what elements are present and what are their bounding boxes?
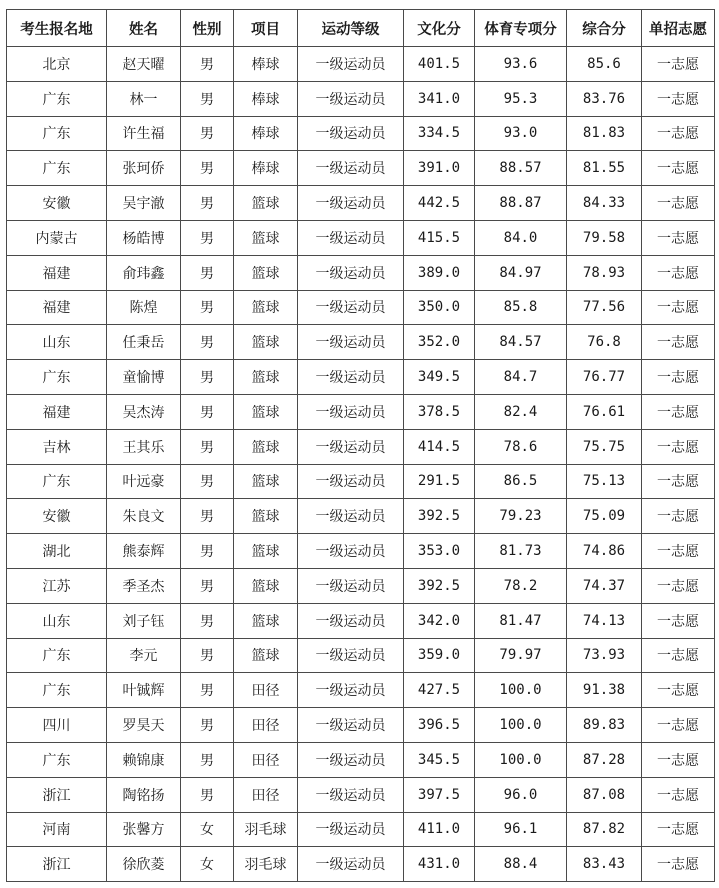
name-cell: 王其乐 (107, 429, 181, 464)
total-score-cell: 89.83 (567, 708, 642, 743)
preference-cell: 一志愿 (642, 325, 715, 360)
athlete-level-cell: 一级运动员 (298, 394, 404, 429)
total-score-cell: 87.82 (567, 812, 642, 847)
athlete-level-cell: 一级运动员 (298, 464, 404, 499)
table-row (7, 464, 715, 499)
region-cell: 福建 (7, 290, 107, 325)
name-cell: 熊泰辉 (107, 534, 181, 569)
region-cell: 广东 (7, 638, 107, 673)
table-row (7, 603, 715, 638)
gender-cell: 男 (181, 290, 234, 325)
region-cell: 广东 (7, 151, 107, 186)
table-body (7, 47, 715, 882)
name-cell: 刘子钰 (107, 603, 181, 638)
athlete-level-cell: 一级运动员 (298, 290, 404, 325)
name-cell: 张珂侨 (107, 151, 181, 186)
academic-score-cell: 411.0 (404, 812, 475, 847)
admissions-table (6, 9, 715, 882)
athlete-level-cell: 一级运动员 (298, 568, 404, 603)
name-cell: 俞玮鑫 (107, 255, 181, 290)
academic-score-cell: 414.5 (404, 429, 475, 464)
gender-cell: 男 (181, 673, 234, 708)
total-score-cell: 75.09 (567, 499, 642, 534)
sport-cell: 羽毛球 (234, 847, 298, 882)
total-score-cell: 78.93 (567, 255, 642, 290)
total-score-cell: 76.8 (567, 325, 642, 360)
preference-cell: 一志愿 (642, 812, 715, 847)
gender-cell: 男 (181, 220, 234, 255)
region-cell: 浙江 (7, 847, 107, 882)
academic-score-cell: 392.5 (404, 568, 475, 603)
table-row (7, 777, 715, 812)
region-cell: 广东 (7, 673, 107, 708)
sport-score-cell: 93.0 (475, 116, 567, 151)
table-row (7, 429, 715, 464)
sport-score-cell: 84.97 (475, 255, 567, 290)
preference-cell: 一志愿 (642, 220, 715, 255)
athlete-level-cell: 一级运动员 (298, 847, 404, 882)
total-score-cell: 77.56 (567, 290, 642, 325)
academic-score-cell: 350.0 (404, 290, 475, 325)
sport-score-cell: 85.8 (475, 290, 567, 325)
sport-cell: 田径 (234, 742, 298, 777)
name-cell: 童愉博 (107, 360, 181, 395)
column-header-region: 考生报名地 (7, 10, 107, 47)
total-score-cell: 75.75 (567, 429, 642, 464)
academic-score-cell: 442.5 (404, 186, 475, 221)
gender-cell: 男 (181, 429, 234, 464)
academic-score-cell: 334.5 (404, 116, 475, 151)
athlete-level-cell: 一级运动员 (298, 777, 404, 812)
column-header-academic-score: 文化分 (404, 10, 475, 47)
sport-cell: 篮球 (234, 360, 298, 395)
gender-cell: 男 (181, 394, 234, 429)
academic-score-cell: 341.0 (404, 81, 475, 116)
table-row (7, 638, 715, 673)
region-cell: 湖北 (7, 534, 107, 569)
gender-cell: 男 (181, 47, 234, 82)
gender-cell: 男 (181, 603, 234, 638)
total-score-cell: 79.58 (567, 220, 642, 255)
sport-score-cell: 100.0 (475, 673, 567, 708)
name-cell: 季圣杰 (107, 568, 181, 603)
table-row (7, 47, 715, 82)
sport-score-cell: 78.6 (475, 429, 567, 464)
column-header-preference: 单招志愿 (642, 10, 715, 47)
gender-cell: 男 (181, 742, 234, 777)
preference-cell: 一志愿 (642, 568, 715, 603)
name-cell: 吴宇澈 (107, 186, 181, 221)
table-row (7, 255, 715, 290)
sport-score-cell: 84.0 (475, 220, 567, 255)
region-cell: 安徽 (7, 499, 107, 534)
academic-score-cell: 431.0 (404, 847, 475, 882)
sport-score-cell: 79.97 (475, 638, 567, 673)
total-score-cell: 73.93 (567, 638, 642, 673)
academic-score-cell: 397.5 (404, 777, 475, 812)
sport-cell: 篮球 (234, 499, 298, 534)
gender-cell: 男 (181, 186, 234, 221)
sport-cell: 田径 (234, 777, 298, 812)
table-row (7, 81, 715, 116)
region-cell: 山东 (7, 603, 107, 638)
athlete-level-cell: 一级运动员 (298, 708, 404, 743)
region-cell: 广东 (7, 360, 107, 395)
name-cell: 陶铭扬 (107, 777, 181, 812)
sport-score-cell: 82.4 (475, 394, 567, 429)
gender-cell: 男 (181, 499, 234, 534)
athlete-level-cell: 一级运动员 (298, 186, 404, 221)
athlete-level-cell: 一级运动员 (298, 429, 404, 464)
name-cell: 许生福 (107, 116, 181, 151)
preference-cell: 一志愿 (642, 777, 715, 812)
total-score-cell: 83.76 (567, 81, 642, 116)
name-cell: 任秉岳 (107, 325, 181, 360)
academic-score-cell: 349.5 (404, 360, 475, 395)
athlete-level-cell: 一级运动员 (298, 812, 404, 847)
sport-cell: 棒球 (234, 116, 298, 151)
gender-cell: 男 (181, 116, 234, 151)
table-row (7, 742, 715, 777)
table-row (7, 568, 715, 603)
table-row (7, 499, 715, 534)
table-row (7, 151, 715, 186)
academic-score-cell: 391.0 (404, 151, 475, 186)
table-row (7, 116, 715, 151)
gender-cell: 男 (181, 151, 234, 186)
name-cell: 陈煌 (107, 290, 181, 325)
region-cell: 内蒙古 (7, 220, 107, 255)
athlete-level-cell: 一级运动员 (298, 360, 404, 395)
academic-score-cell: 352.0 (404, 325, 475, 360)
name-cell: 杨皓博 (107, 220, 181, 255)
preference-cell: 一志愿 (642, 429, 715, 464)
sport-score-cell: 81.47 (475, 603, 567, 638)
preference-cell: 一志愿 (642, 360, 715, 395)
athlete-level-cell: 一级运动员 (298, 742, 404, 777)
name-cell: 吴杰涛 (107, 394, 181, 429)
total-score-cell: 74.86 (567, 534, 642, 569)
preference-cell: 一志愿 (642, 290, 715, 325)
name-cell: 赖锦康 (107, 742, 181, 777)
preference-cell: 一志愿 (642, 151, 715, 186)
academic-score-cell: 359.0 (404, 638, 475, 673)
preference-cell: 一志愿 (642, 603, 715, 638)
region-cell: 广东 (7, 116, 107, 151)
table-row (7, 325, 715, 360)
header-row (7, 10, 715, 47)
gender-cell: 男 (181, 360, 234, 395)
sport-cell: 篮球 (234, 603, 298, 638)
gender-cell: 女 (181, 847, 234, 882)
sport-cell: 羽毛球 (234, 812, 298, 847)
academic-score-cell: 345.5 (404, 742, 475, 777)
total-score-cell: 81.83 (567, 116, 642, 151)
region-cell: 北京 (7, 47, 107, 82)
athlete-level-cell: 一级运动员 (298, 499, 404, 534)
column-header-sport: 项目 (234, 10, 298, 47)
academic-score-cell: 389.0 (404, 255, 475, 290)
sport-cell: 篮球 (234, 394, 298, 429)
region-cell: 福建 (7, 255, 107, 290)
total-score-cell: 87.08 (567, 777, 642, 812)
athlete-level-cell: 一级运动员 (298, 220, 404, 255)
sport-cell: 篮球 (234, 429, 298, 464)
total-score-cell: 74.13 (567, 603, 642, 638)
academic-score-cell: 401.5 (404, 47, 475, 82)
sport-cell: 棒球 (234, 151, 298, 186)
total-score-cell: 74.37 (567, 568, 642, 603)
region-cell: 四川 (7, 708, 107, 743)
column-header-gender: 性别 (181, 10, 234, 47)
preference-cell: 一志愿 (642, 464, 715, 499)
athlete-level-cell: 一级运动员 (298, 151, 404, 186)
gender-cell: 男 (181, 464, 234, 499)
academic-score-cell: 396.5 (404, 708, 475, 743)
table-row (7, 847, 715, 882)
preference-cell: 一志愿 (642, 847, 715, 882)
table-header (7, 10, 715, 47)
gender-cell: 男 (181, 568, 234, 603)
gender-cell: 男 (181, 81, 234, 116)
name-cell: 叶铖辉 (107, 673, 181, 708)
academic-score-cell: 353.0 (404, 534, 475, 569)
preference-cell: 一志愿 (642, 534, 715, 569)
preference-cell: 一志愿 (642, 638, 715, 673)
name-cell: 朱良文 (107, 499, 181, 534)
sport-cell: 田径 (234, 673, 298, 708)
total-score-cell: 83.43 (567, 847, 642, 882)
region-cell: 福建 (7, 394, 107, 429)
total-score-cell: 91.38 (567, 673, 642, 708)
sport-score-cell: 96.1 (475, 812, 567, 847)
sport-score-cell: 88.87 (475, 186, 567, 221)
column-header-total-score: 综合分 (567, 10, 642, 47)
total-score-cell: 85.6 (567, 47, 642, 82)
athlete-level-cell: 一级运动员 (298, 47, 404, 82)
athlete-level-cell: 一级运动员 (298, 638, 404, 673)
column-header-sport-score: 体育专项分 (475, 10, 567, 47)
total-score-cell: 76.61 (567, 394, 642, 429)
athlete-level-cell: 一级运动员 (298, 116, 404, 151)
region-cell: 安徽 (7, 186, 107, 221)
sport-score-cell: 100.0 (475, 708, 567, 743)
gender-cell: 男 (181, 534, 234, 569)
gender-cell: 男 (181, 777, 234, 812)
name-cell: 林一 (107, 81, 181, 116)
name-cell: 张馨方 (107, 812, 181, 847)
sport-cell: 篮球 (234, 220, 298, 255)
table-row (7, 708, 715, 743)
gender-cell: 男 (181, 638, 234, 673)
table-row (7, 812, 715, 847)
preference-cell: 一志愿 (642, 499, 715, 534)
sport-cell: 篮球 (234, 255, 298, 290)
table-row (7, 394, 715, 429)
name-cell: 徐欣菱 (107, 847, 181, 882)
gender-cell: 男 (181, 325, 234, 360)
sport-cell: 棒球 (234, 81, 298, 116)
table-row (7, 290, 715, 325)
athlete-level-cell: 一级运动员 (298, 325, 404, 360)
sport-cell: 田径 (234, 708, 298, 743)
sport-score-cell: 88.57 (475, 151, 567, 186)
athlete-level-cell: 一级运动员 (298, 603, 404, 638)
preference-cell: 一志愿 (642, 81, 715, 116)
sport-score-cell: 100.0 (475, 742, 567, 777)
region-cell: 广东 (7, 742, 107, 777)
total-score-cell: 87.28 (567, 742, 642, 777)
sport-score-cell: 86.5 (475, 464, 567, 499)
academic-score-cell: 291.5 (404, 464, 475, 499)
total-score-cell: 76.77 (567, 360, 642, 395)
sport-score-cell: 96.0 (475, 777, 567, 812)
region-cell: 广东 (7, 464, 107, 499)
sport-cell: 篮球 (234, 325, 298, 360)
column-header-athlete-level: 运动等级 (298, 10, 404, 47)
sport-cell: 篮球 (234, 638, 298, 673)
table-row (7, 534, 715, 569)
gender-cell: 女 (181, 812, 234, 847)
region-cell: 河南 (7, 812, 107, 847)
athlete-level-cell: 一级运动员 (298, 81, 404, 116)
table-row (7, 220, 715, 255)
table-row (7, 673, 715, 708)
region-cell: 广东 (7, 81, 107, 116)
preference-cell: 一志愿 (642, 186, 715, 221)
preference-cell: 一志愿 (642, 47, 715, 82)
athlete-level-cell: 一级运动员 (298, 255, 404, 290)
athlete-level-cell: 一级运动员 (298, 534, 404, 569)
sport-score-cell: 84.57 (475, 325, 567, 360)
name-cell: 赵天曜 (107, 47, 181, 82)
table-row (7, 186, 715, 221)
sport-score-cell: 79.23 (475, 499, 567, 534)
academic-score-cell: 415.5 (404, 220, 475, 255)
region-cell: 吉林 (7, 429, 107, 464)
preference-cell: 一志愿 (642, 742, 715, 777)
sport-score-cell: 93.6 (475, 47, 567, 82)
region-cell: 江苏 (7, 568, 107, 603)
academic-score-cell: 427.5 (404, 673, 475, 708)
sport-score-cell: 88.4 (475, 847, 567, 882)
preference-cell: 一志愿 (642, 394, 715, 429)
total-score-cell: 75.13 (567, 464, 642, 499)
academic-score-cell: 378.5 (404, 394, 475, 429)
table-row (7, 360, 715, 395)
total-score-cell: 81.55 (567, 151, 642, 186)
region-cell: 浙江 (7, 777, 107, 812)
column-header-name: 姓名 (107, 10, 181, 47)
gender-cell: 男 (181, 708, 234, 743)
sport-cell: 篮球 (234, 290, 298, 325)
academic-score-cell: 392.5 (404, 499, 475, 534)
sport-score-cell: 81.73 (475, 534, 567, 569)
preference-cell: 一志愿 (642, 255, 715, 290)
name-cell: 李元 (107, 638, 181, 673)
total-score-cell: 84.33 (567, 186, 642, 221)
name-cell: 叶远豪 (107, 464, 181, 499)
name-cell: 罗昊天 (107, 708, 181, 743)
sport-cell: 篮球 (234, 186, 298, 221)
sport-cell: 篮球 (234, 568, 298, 603)
preference-cell: 一志愿 (642, 673, 715, 708)
preference-cell: 一志愿 (642, 116, 715, 151)
sport-cell: 棒球 (234, 47, 298, 82)
sport-cell: 篮球 (234, 534, 298, 569)
sport-score-cell: 84.7 (475, 360, 567, 395)
preference-cell: 一志愿 (642, 708, 715, 743)
gender-cell: 男 (181, 255, 234, 290)
academic-score-cell: 342.0 (404, 603, 475, 638)
sport-score-cell: 78.2 (475, 568, 567, 603)
athlete-level-cell: 一级运动员 (298, 673, 404, 708)
sport-cell: 篮球 (234, 464, 298, 499)
region-cell: 山东 (7, 325, 107, 360)
sport-score-cell: 95.3 (475, 81, 567, 116)
